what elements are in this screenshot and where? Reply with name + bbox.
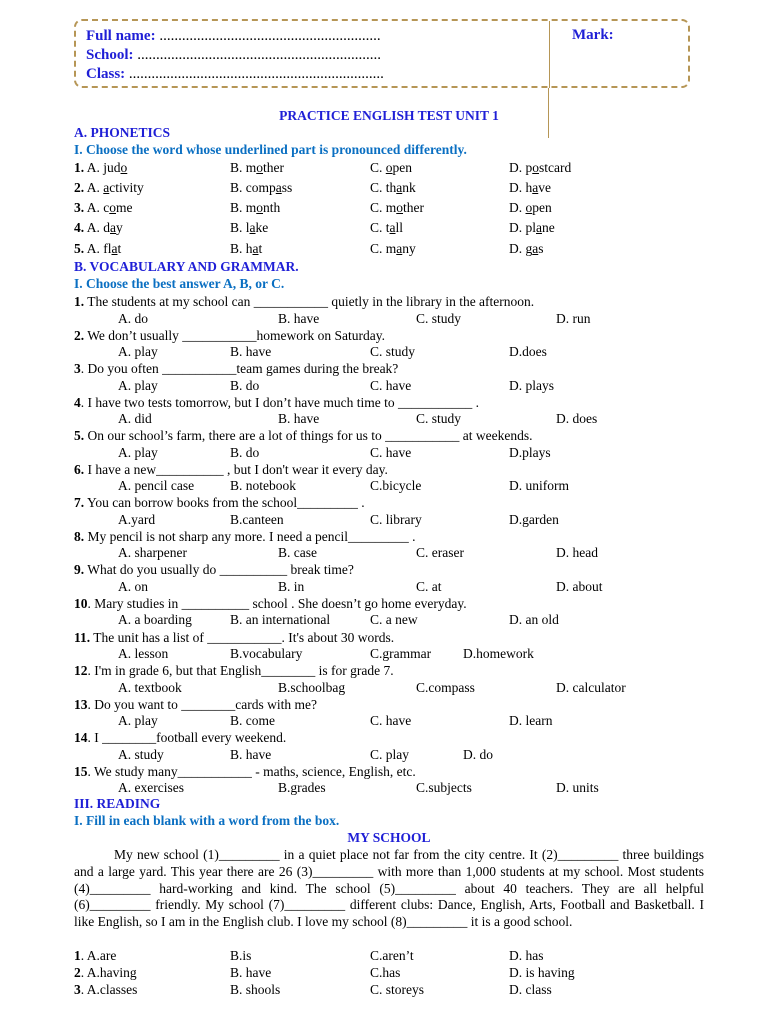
underlined-part: a [110,220,117,235]
question-number: 1 [74,948,81,963]
reading-heading: III. READING [74,796,161,811]
answer-option[interactable]: B. come [230,713,275,729]
underlined-part: a [389,220,396,235]
question-body: . Do you often ___________team games during the break? [80,361,399,377]
underlined-part: a [103,180,110,195]
answer-option[interactable]: C.bicycle [370,478,422,494]
answer-option[interactable]: B.vocabulary [230,646,303,661]
question-text [74,729,286,746]
phonetics-option[interactable] [509,179,551,196]
phonetics-option[interactable] [370,179,416,196]
option-text: stcard [539,160,572,175]
underlined-part: o [532,160,539,175]
school-line[interactable] [86,46,381,65]
answer-option[interactable]: B.canteen [230,511,284,527]
option-text: A. fl [86,241,112,256]
underlined-part: o [120,160,128,175]
question-text [74,561,354,578]
answer-option[interactable]: D. learn [509,713,553,729]
question-text [74,327,385,344]
option-text: pen [392,160,413,175]
answer-option[interactable]: A. pencil case [118,478,195,494]
question-body: . We study many___________ - maths, science, English, etc. [87,763,416,779]
question-text [74,293,534,310]
answer-option[interactable]: C.aren’t [370,948,414,963]
underlined-part: a [536,220,542,235]
phonetics-option[interactable] [230,199,280,216]
option-text: nth [263,200,281,215]
question-number: 14 [74,730,88,746]
answer-option[interactable]: C. have [370,713,412,729]
answer-option[interactable]: C. at [416,578,442,594]
answer-option[interactable]: D. about [556,578,603,594]
reading-question [0,964,768,981]
option-text: ctivity [109,180,144,195]
answer-option[interactable]: C. study [370,344,416,360]
answer-options [0,377,768,394]
section-b-instruction: I. Choose the best answer A, B, or C. [74,276,285,291]
option-text: C. [370,160,386,175]
section-a-instruction: I. Choose the word whose underlined part is pronounced differently. [74,142,467,157]
answer-option[interactable]: C. study [416,411,462,427]
question-number: 12 [74,663,88,679]
option-text: B. h [230,241,253,256]
answer-option[interactable]: C.compass [416,679,475,695]
grammar-question-stem [0,561,768,578]
option-text: ne [542,220,555,235]
answer-option[interactable]: A. did [118,411,152,427]
answer-option[interactable]: C.grammar [370,646,432,661]
answer-option[interactable]: B. shools [230,982,281,997]
option-text: s [538,241,544,256]
question-number: 10 [74,595,88,611]
grammar-question-stem [0,729,768,746]
question-body: What do you usually do __________ break time? [84,562,354,578]
phonetics-option[interactable] [230,219,268,236]
question-number: 7. [74,495,85,511]
answer-option[interactable]: D. class [509,982,552,997]
answer-options [0,477,768,494]
phonetics-option[interactable] [230,179,292,196]
question-body: My pencil is not sharp any more. I need a pencil_________ . [84,528,416,544]
underlined-part: a [396,180,403,195]
option-text: ther [403,200,425,215]
answer-option[interactable]: A. textbook [118,679,182,695]
answer-option[interactable]: B.schoolbag [278,679,346,695]
answer-option[interactable]: A. on [118,578,148,594]
answer-options [0,410,768,427]
question-number: 2 [74,965,81,980]
phonetics-option[interactable] [509,240,544,257]
option-text: . A.classes [80,982,138,997]
grammar-question-stem [0,763,768,780]
answer-option[interactable] [74,964,137,981]
phonetics-option[interactable] [74,240,121,257]
answer-options [0,511,768,528]
answer-option[interactable]: A. play [118,444,158,460]
answer-option[interactable]: B. have [278,411,320,427]
underlined-part: o [525,200,533,215]
answer-option[interactable]: D. calculator [556,679,626,695]
answer-options [0,544,768,561]
answer-option[interactable]: B. have [230,965,272,980]
option-text: D. p [509,160,533,175]
question-body: You can borrow books from the school_________ . [84,495,365,511]
class-dots: .................................................................... [125,66,384,82]
option-text: A. d [86,220,111,235]
option-text: t [117,241,122,256]
answer-option[interactable]: B. notebook [230,478,296,494]
question-number: 8. [74,528,85,544]
phonetics-option[interactable] [74,159,127,176]
question-number: 2. [74,327,85,343]
answer-option[interactable]: B. have [230,746,272,762]
answer-option[interactable]: A. exercises [118,780,184,796]
grammar-question-stem [0,696,768,713]
phonetics-option[interactable] [370,219,403,236]
underlined-part: o [109,200,117,215]
option-text: ss [281,180,293,195]
option-text: C. m [370,200,397,215]
underlined-part: a [396,241,403,256]
question-body: On our school’s farm, there are a lot of things for us to ___________ at weekends. [84,428,533,444]
question-text [74,360,398,377]
option-text: . A.having [80,965,137,980]
answer-option[interactable]: C. storeys [370,982,424,997]
school-dots: ................................................................. [133,47,382,63]
test-title: PRACTICE ENGLISH TEST UNIT 1 [279,108,499,123]
underlined-part: o [256,200,264,215]
student-info-box [74,19,690,88]
answer-option[interactable]: D. an old [509,612,559,628]
question-body: . Do you want to ________cards with me? [87,696,317,712]
question-number: 3 [74,982,81,997]
option-text: A. [86,180,104,195]
header-divider [549,21,550,88]
option-text: me [116,200,133,215]
grammar-question-stem [0,293,768,310]
question-body: The students at my school can ___________ quietly in the library in the afternoon. [84,294,535,309]
phonetics-question [0,219,768,236]
question-number: 13 [74,696,88,712]
school-label: School: [86,47,134,63]
answer-option[interactable] [74,981,137,998]
answer-option[interactable]: B.grades [278,780,326,796]
answer-option[interactable]: D. plays [509,377,554,393]
phonetics-option[interactable] [230,240,262,257]
option-text: y [116,220,123,235]
option-text: C. th [370,180,397,195]
phonetics-option[interactable] [74,179,144,196]
answer-option[interactable]: D. uniform [509,478,569,494]
phonetics-question [0,159,768,176]
option-text: ve [538,180,551,195]
underlined-part: o [256,160,264,175]
answer-option[interactable]: A. lesson [118,646,169,661]
underlined-part: o [396,200,404,215]
answer-options [0,645,768,662]
question-text [74,528,416,545]
answer-option[interactable]: C. have [370,377,412,393]
answer-option[interactable]: A. do [118,310,148,326]
question-text [74,595,467,612]
question-body: . I'm in grade 6, but that English________ is for grade 7. [87,663,394,679]
phonetics-option[interactable] [74,219,123,236]
underlined-part: o [385,160,393,175]
question-body: . I have two tests tomorrow, but I don’t have much time to ___________ . [80,394,479,410]
answer-option[interactable]: D. head [556,545,598,561]
option-text: ny [402,241,416,256]
answer-option[interactable]: A. sharpener [118,545,187,561]
answer-options [0,310,768,327]
phonetics-option[interactable] [509,159,571,176]
answer-option[interactable]: B. do [230,444,260,460]
answer-option[interactable]: C. study [416,310,462,326]
option-text: t [258,241,263,256]
phonetics-option[interactable] [370,240,416,257]
answer-option[interactable]: D. units [556,780,599,796]
question-number: 3. [74,200,85,215]
question-number: 6. [74,461,85,477]
fullname-dots: ........................................................... [155,28,381,44]
answer-options [0,779,768,796]
answer-option[interactable]: D. has [509,948,544,963]
grammar-question-stem [0,662,768,679]
grammar-question-stem [0,595,768,612]
class-label: Class: [86,66,126,82]
question-text [74,461,388,478]
answer-option[interactable]: D. does [556,411,598,427]
mark-label: Mark: [572,27,614,43]
answer-option[interactable] [74,947,116,964]
grammar-question-stem [0,427,768,444]
question-number: 9. [74,562,85,578]
question-text [74,427,533,444]
fullname-line[interactable] [86,27,381,46]
question-text [74,494,365,511]
section-b-heading: B. VOCABULARY AND GRAMMAR. [74,259,299,274]
grammar-question-stem [0,360,768,377]
answer-option[interactable]: D. run [556,310,591,326]
answer-option[interactable]: B. have [278,310,320,326]
option-text: D. h [509,180,533,195]
option-text: D. [509,200,526,215]
question-text [74,763,416,780]
option-text: C. m [370,241,397,256]
phonetics-question [0,240,768,257]
option-text: ke [255,220,269,235]
answer-option[interactable]: A. play [118,344,158,360]
section-a-heading: A. PHONETICS [74,125,171,140]
answer-options [0,578,768,595]
grammar-question-stem [0,394,768,411]
underlined-part: a [532,241,539,256]
answer-option[interactable]: D. do [463,746,493,762]
phonetics-question [0,199,768,216]
passage-title: MY SCHOOL [347,830,431,845]
question-number: 5. [74,428,85,444]
option-text: ther [263,160,285,175]
answer-option[interactable]: B.is [230,948,252,963]
phonetics-option[interactable] [509,219,555,236]
answer-options [0,444,768,461]
reading-question [0,947,768,964]
phonetics-question [0,179,768,196]
answer-options [0,746,768,763]
class-line[interactable] [86,65,384,84]
phonetics-option[interactable] [370,159,412,176]
underlined-part: a [275,180,282,195]
answer-options [0,611,768,628]
underlined-part: a [252,241,259,256]
grammar-question-stem [0,461,768,478]
option-text: D. g [509,241,533,256]
reading-passage: My new school (1)_________ in a quiet place not far from the city centre. It (2)_________ three buildings and a large yard. This year there are 26 (3)_________ with more than 1,000 students at my school. Most students (4)_________ hard-working and kind. The school (5)_________ about 40 teachers. They are all helpful (6)_________ friendly. My school (7)_________ different clubs: Dance, English, Arts, Football and Basketball. I like English, so I am in the English club. I love my school (8)_________ it is a good school. [74,847,704,930]
answer-option[interactable]: C. library [370,511,422,527]
reading-question [0,981,768,998]
question-text [74,394,479,411]
answer-option[interactable]: A. study [118,746,164,762]
fullname-label: Full name: [86,28,156,44]
question-body: The unit has a list of ___________. It's about 30 words. [90,629,395,645]
question-number: 15 [74,763,88,779]
option-text: A. jud [86,160,121,175]
option-text: pen [532,200,552,215]
answer-option[interactable]: C.subjects [416,780,472,796]
phonetics-option[interactable] [370,199,424,216]
answer-option[interactable]: C.has [370,965,401,980]
answer-option[interactable]: B. have [230,344,272,360]
question-text [74,696,317,713]
grammar-question-stem [0,629,768,646]
question-text [74,629,394,646]
answer-option[interactable]: D.plays [509,444,551,460]
answer-options [0,712,768,729]
option-text: A. c [86,200,110,215]
option-text: B. m [230,200,257,215]
option-text: D. pl [509,220,536,235]
answer-option[interactable]: B. in [278,578,305,594]
option-text: B. comp [230,180,276,195]
answer-option[interactable]: C. have [370,444,412,460]
question-body: I have a new__________ , but I don't wear it every day. [84,461,388,477]
phonetics-option[interactable] [230,159,284,176]
question-number: 4 [74,394,81,410]
option-text: B. l [230,220,250,235]
question-number: 11. [74,629,91,645]
underlined-part: a [249,220,256,235]
answer-options [0,679,768,696]
answer-option[interactable]: A. a boarding [118,612,192,628]
question-number: 1. [74,294,85,309]
option-text: . A.are [80,948,117,963]
answer-option[interactable]: D.garden [509,511,559,527]
answer-option[interactable]: A. play [118,377,158,393]
phonetics-option[interactable] [509,199,552,216]
option-text: C. t [370,220,390,235]
question-number: 4. [74,220,85,235]
question-body: We don’t usually ___________homework on Saturday. [84,327,386,343]
option-text: nk [402,180,416,195]
answer-option[interactable]: A.yard [118,511,156,527]
grammar-question-stem [0,528,768,545]
answer-option[interactable]: C. a new [370,612,418,628]
answer-option[interactable]: C. play [370,746,409,762]
answer-option[interactable]: D. is having [509,965,575,980]
answer-option[interactable]: C. eraser [416,545,464,561]
answer-option[interactable]: A. play [118,713,158,729]
option-text: ll [395,220,404,235]
answer-option[interactable]: D.does [509,344,547,360]
reading-instruction: I. Fill in each blank with a word from the box. [74,813,340,828]
question-number: 3 [74,361,81,377]
question-body: . Mary studies in __________ school . She doesn’t go home everyday. [87,595,467,611]
answer-options [0,343,768,360]
answer-option[interactable]: B. an international [230,612,331,628]
answer-option[interactable]: B. do [230,377,260,393]
grammar-question-stem [0,494,768,511]
question-number: 5. [74,241,85,256]
answer-option[interactable]: D.homework [463,646,534,661]
grammar-question-stem [0,327,768,344]
question-body: . I ________football every weekend. [87,730,287,746]
question-number: 2. [74,180,85,195]
underlined-part: a [111,241,118,256]
question-text [74,662,394,679]
phonetics-option[interactable] [74,199,133,216]
underlined-part: a [532,180,539,195]
answer-option[interactable]: B. case [278,545,317,561]
question-number: 1. [74,160,85,175]
option-text: B. m [230,160,257,175]
